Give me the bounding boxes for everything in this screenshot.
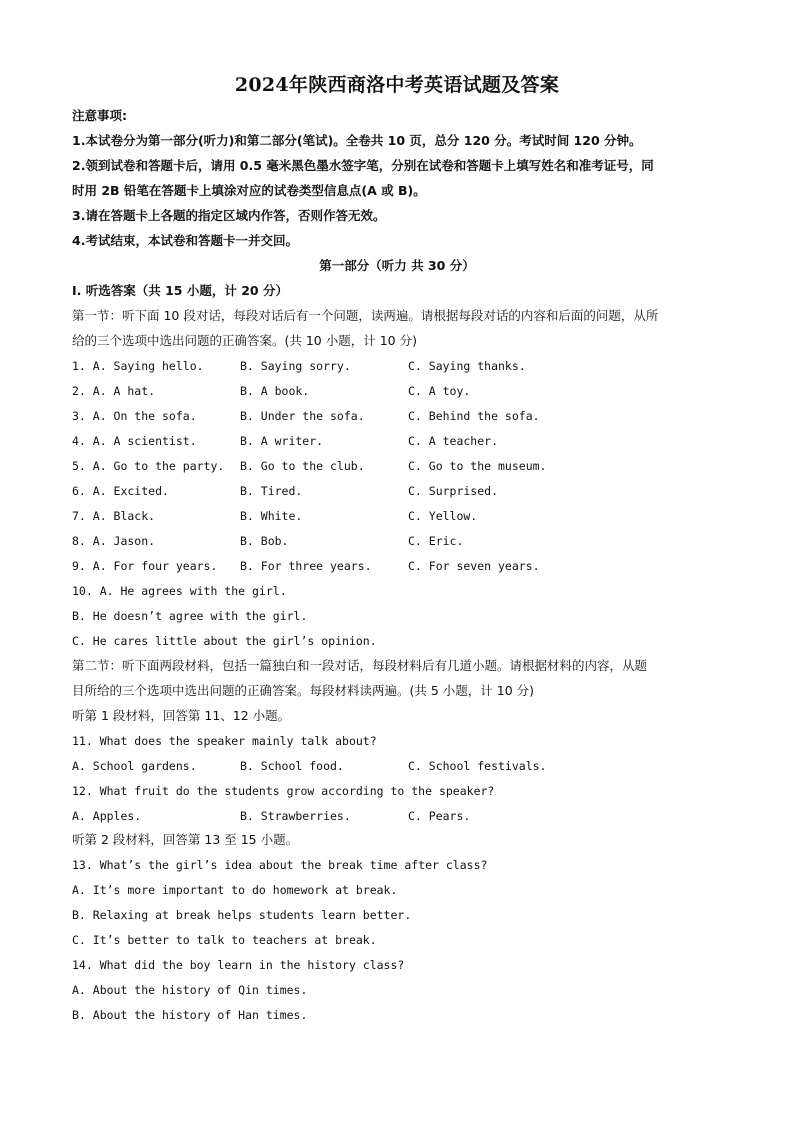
section1-instruction-line2: 给的三个选项中选出问题的正确答案。(共 10 小题，计 10 分)	[72, 333, 417, 348]
q10-option-a: 10. A. He agrees with the girl.	[72, 584, 287, 598]
q13-stem: 13. What’s the girl’s idea about the break time after class?	[72, 858, 488, 872]
q14-option-b: B. About the history of Han times.	[72, 1008, 308, 1022]
q14-stem: 14. What did the boy learn in the history class?	[72, 958, 405, 972]
option-c: C. Surprised.	[408, 484, 499, 498]
notice-item-4: 4.考试结束，本试卷和答题卡一并交回。	[72, 233, 298, 248]
option-c: C. A toy.	[408, 384, 471, 398]
option-b: B. Under the sofa.	[240, 409, 365, 423]
option-b: B. Go to the club.	[240, 459, 365, 473]
notice-item-1: 1.本试卷分为第一部分(听力)和第二部分(笔试)。全卷共 10 页，总分 120 分。考试时间 120 分钟。	[72, 133, 642, 148]
q13-option-a: A. It’s more important to do homework at break.	[72, 883, 398, 897]
section2-instruction-line2: 目所给的三个选项中选出问题的正确答案。每段材料读两遍。(共 5 小题，计 10 分)	[72, 683, 535, 698]
option-b: B. A writer.	[240, 434, 324, 448]
q10-option-c: C. He cares little about the girl’s opinion.	[72, 634, 377, 648]
option-b: B. School food.	[240, 759, 344, 773]
option-b: B. Strawberries.	[240, 809, 351, 823]
section1-heading: Ⅰ. 听选答案（共 15 小题，计 20 分）	[72, 283, 288, 298]
q12-stem: 12. What fruit do the students grow according to the speaker?	[72, 784, 495, 798]
option-a: 1. A. Saying hello.	[72, 359, 204, 373]
section2-instruction-line1: 第二节：听下面两段材料，包括一篇独白和一段对话，每段材料后有几道小题。请根据材料的内容，从题	[72, 658, 648, 673]
option-c: C. For seven years.	[408, 559, 540, 573]
option-b: B. White.	[240, 509, 303, 523]
option-a: 9. A. For four years.	[72, 559, 218, 573]
q13-option-b: B. Relaxing at break helps students learn better.	[72, 908, 412, 922]
page-title: 2024年陕西商洛中考英语试题及答案	[234, 74, 560, 96]
option-b: B. For three years.	[240, 559, 372, 573]
material2-heading: 听第 2 段材料，回答第 13 至 15 小题。	[72, 832, 299, 847]
q14-option-a: A. About the history of Qin times.	[72, 983, 308, 997]
option-b: B. Tired.	[240, 484, 303, 498]
option-a: 5. A. Go to the party.	[72, 459, 225, 473]
q11-stem: 11. What does the speaker mainly talk about?	[72, 734, 377, 748]
material1-heading: 听第 1 段材料，回答第 11、12 小题。	[72, 708, 291, 723]
section1-instruction-line1: 第一节：听下面 10 段对话，每段对话后有一个问题，读两遍。请根据每段对话的内容和后面的问题，从所	[72, 308, 659, 323]
notice-item-2-cont: 时用 2B 铅笔在答题卡上填涂对应的试卷类型信息点(A 或 B)。	[72, 183, 426, 198]
part1-heading: 第一部分（听力 共 30 分）	[319, 258, 475, 273]
option-c: C. Saying thanks.	[408, 359, 526, 373]
q10-option-b: B. He doesn’t agree with the girl.	[72, 609, 308, 623]
option-a: 4. A. A scientist.	[72, 434, 197, 448]
option-b: B. Bob.	[240, 534, 289, 548]
notice-item-3: 3.请在答题卡上各题的指定区域内作答，否则作答无效。	[72, 208, 386, 223]
notice-heading: 注意事项:	[72, 108, 127, 123]
option-c: C. A teacher.	[408, 434, 499, 448]
option-a: 7. A. Black.	[72, 509, 156, 523]
option-c: C. Go to the museum.	[408, 459, 547, 473]
q13-option-c: C. It’s better to talk to teachers at break.	[72, 933, 377, 947]
option-c: C. Pears.	[408, 809, 471, 823]
option-a: 6. A. Excited.	[72, 484, 169, 498]
option-a: 2. A. A hat.	[72, 384, 156, 398]
option-c: C. Yellow.	[408, 509, 478, 523]
option-a: A. School gardens.	[72, 759, 197, 773]
option-c: C. School festivals.	[408, 759, 547, 773]
option-b: B. A book.	[240, 384, 310, 398]
option-a: A. Apples.	[72, 809, 142, 823]
option-c: C. Eric.	[408, 534, 464, 548]
option-c: C. Behind the sofa.	[408, 409, 540, 423]
option-b: B. Saying sorry.	[240, 359, 351, 373]
option-a: 3. A. On the sofa.	[72, 409, 197, 423]
notice-item-2: 2.领到试卷和答题卡后，请用 0.5 毫米黑色墨水签字笔，分别在试卷和答题卡上填写姓名和准考证号，同	[72, 158, 654, 173]
option-a: 8. A. Jason.	[72, 534, 156, 548]
